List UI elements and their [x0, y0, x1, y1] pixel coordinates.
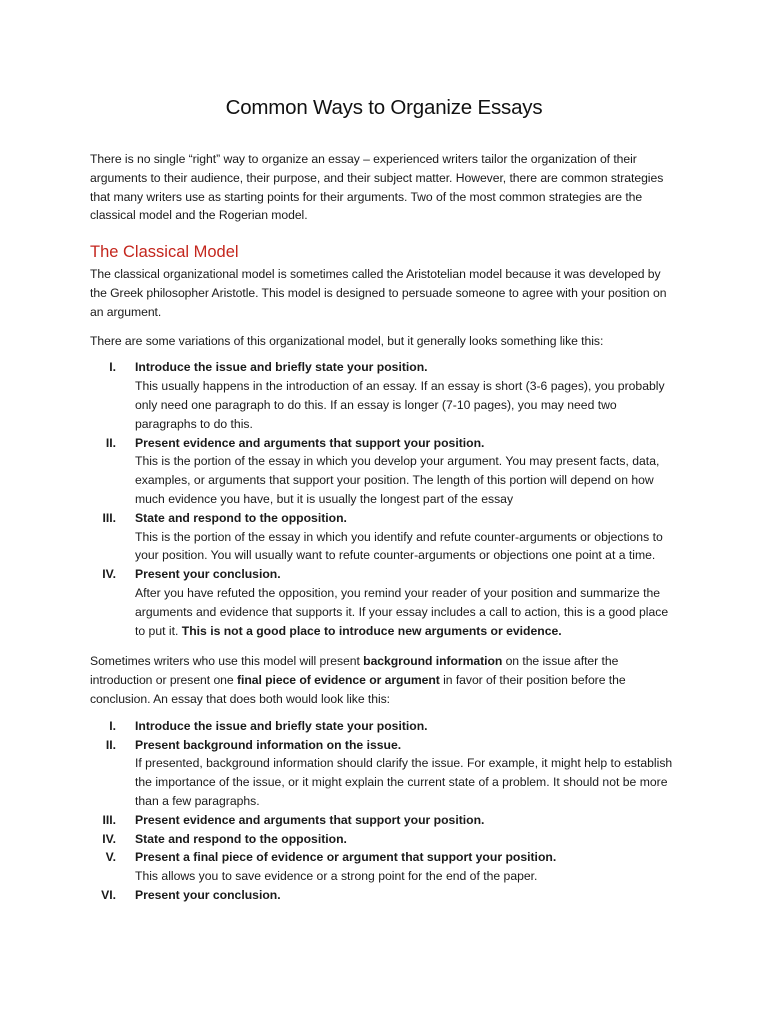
extended-outline-list — [90, 717, 680, 905]
list-item-heading: Present your conclusion. — [135, 567, 281, 582]
list-item-number: III. — [102, 812, 116, 827]
document-title: Common Ways to Organize Essays — [225, 96, 543, 119]
list-item-description: This is the portion of the essay in which you develop your argument. You may present facts, data, examples, or arguments that support your position. The length of this portion will depend on how much evidence you have, but it is usually the longest part of the essay — [135, 454, 660, 506]
list-item-number: IV. — [102, 831, 116, 846]
list-item — [90, 811, 680, 830]
emphasis-final-evidence: final piece of evidence or argument — [236, 673, 440, 688]
text-run: on the issue after the introduction or present one — [90, 654, 619, 688]
list-item — [90, 509, 680, 565]
list-item — [90, 565, 680, 640]
text-run: Sometimes writers who use this model will present — [90, 654, 364, 669]
classical-outline-list — [90, 358, 680, 640]
list-item-heading: Introduce the issue and briefly state your position. — [135, 718, 428, 733]
classical-paragraph-1: The classical organizational model is sometimes called the Aristotelian model because it was developed by the Greek philosopher Aristotle. This model is designed to persuade someone to agree with your position on an argument. — [90, 267, 667, 319]
list-item-description: This is the portion of the essay in which you identify and refute counter-arguments or objections to your position. You will usually want to refute counter-arguments or objections one point at a time. — [135, 529, 663, 563]
list-item-heading: Present your conclusion. — [135, 887, 281, 902]
intro-paragraph: There is no single “right” way to organize an essay – experienced writers tailor the organization of their arguments to their audience, their purpose, and their subject matter. However, there are common strategies that many writers use as starting points for their arguments. Two of the most common strategies are the classical model and the Rogerian model. — [90, 152, 664, 223]
list-item — [90, 886, 680, 905]
list-item-heading: Present evidence and arguments that support your position. — [135, 435, 485, 450]
list-item — [90, 717, 680, 736]
emphasis-background-information: background information — [363, 654, 503, 669]
list-item — [90, 830, 680, 849]
list-item-number: I. — [109, 718, 116, 733]
classical-paragraph-3 — [90, 652, 680, 708]
list-item-description — [135, 584, 680, 640]
list-item-number: III. — [102, 510, 116, 525]
list-item-heading: State and respond to the opposition. — [135, 831, 347, 846]
text-run: in favor of their position before the conclusion. An essay that does both would look like this: — [90, 673, 626, 706]
list-item-description: If presented, background information should clarify the issue. For example, it might help to establish the importance of the issue, or it might explain the current state of a problem. It should not be more than a few paragraphs. — [135, 756, 673, 808]
list-item-number: II. — [105, 435, 116, 450]
list-item-heading: Present a final piece of evidence or argument that support your position. — [135, 850, 557, 865]
section-heading-classical: The Classical Model — [90, 243, 239, 262]
list-item-description: This usually happens in the introduction of an essay. If an essay is short (3-6 pages), you probably only need one paragraph to do this. If an essay is longer (7-10 pages), you may need two paragraphs to do this. — [135, 379, 665, 431]
list-item — [90, 736, 680, 811]
list-item-number: IV. — [102, 567, 116, 582]
list-item-number: V. — [105, 850, 116, 865]
list-item-description: This allows you to save evidence or a strong point for the end of the paper. — [135, 869, 538, 884]
list-item-description-text: After you have refuted the opposition, you remind your reader of your position and summarize the arguments and evidence that supports it. If your essay includes a call to action, this is a good place to put it. — [135, 585, 669, 638]
list-item-heading: Present evidence and arguments that support your position. — [135, 812, 485, 827]
list-item-number: VI. — [101, 887, 116, 902]
list-item-heading: Introduce the issue and briefly state your position. — [135, 360, 428, 375]
list-item-heading: State and respond to the opposition. — [135, 510, 347, 525]
classical-paragraph-2: There are some variations of this organizational model, but it generally looks something like this: — [90, 333, 604, 348]
list-item — [90, 848, 680, 886]
document-body — [90, 150, 680, 917]
list-item-heading: Present background information on the issue. — [135, 737, 402, 752]
list-item — [90, 434, 680, 509]
list-item-number: I. — [109, 360, 116, 375]
list-item — [90, 358, 680, 433]
list-item-number: II. — [105, 737, 116, 752]
list-item-emphasis: This is not a good place to introduce new arguments or evidence. — [181, 623, 562, 638]
